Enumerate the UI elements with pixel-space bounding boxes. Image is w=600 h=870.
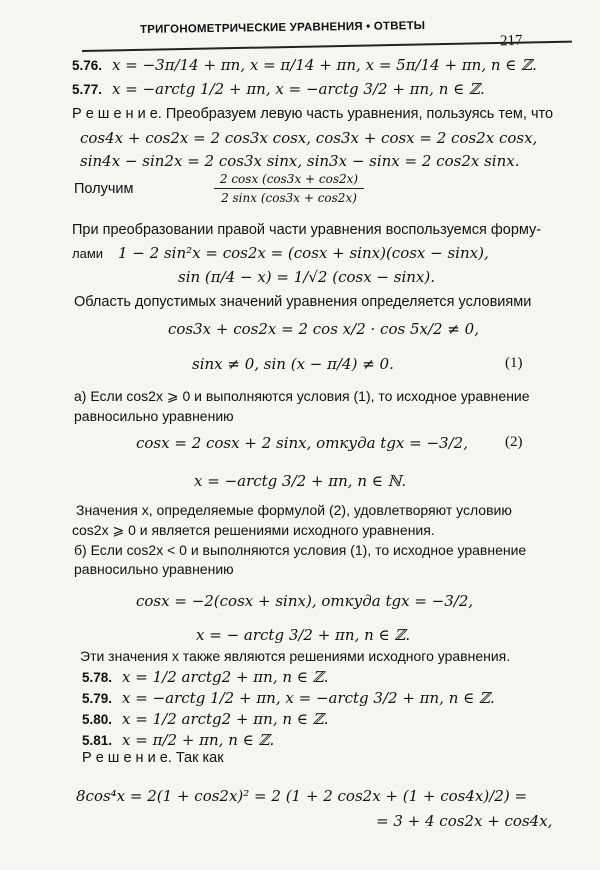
answer-formula: x = π/2 + πn, n ∈ ℤ. [122,731,275,749]
case-a-line-4: cos2x ⩾ 0 и является решениями исходного уравнения. [72,522,435,538]
paragraph-1-cont: лами [72,246,104,261]
case-b-line-2: равносильно уравнению [74,561,234,577]
condition-2: sinx ≠ 0, sin (x − π/4) ≠ 0. [192,355,394,373]
problem-number: 5.81. [82,733,113,748]
problem-5-79 [82,689,495,708]
got-label: Получим [74,181,134,197]
case-b-line-1: б) Если cos2x < 0 и выполняются условия (1), то исходное уравнение [74,542,527,558]
fraction [214,172,364,205]
identity-line-2: sin4x − sin2x = 2 cos3x sinx, sin3x − sinx = 2 cos2x sinx. [80,152,520,170]
paragraph-2: Область допустимых значений уравнения определяется условиями [74,294,532,310]
expansion-line-2: = 3 + 4 cos2x + cos4x, [376,812,553,830]
problem-number: 5.78. [82,670,113,685]
solution-intro: Р е ш е н и е. Преобразуем левую часть уравнения, пользуясь тем, что [72,106,554,122]
equation-number-1: (1) [505,355,523,371]
formula-cos2x: 1 − 2 sin²x = cos2x = (cosx + sinx)(cosx − sinx), [118,244,489,262]
case-a-line-2: равносильно уравнению [74,408,234,424]
fraction-numerator: 2 cosx (cos3x + cos2x) [219,172,359,186]
case-a-equation: cosx = 2 cosx + 2 sinx, откуда tgx = −3/2, [136,434,468,452]
case-b-equation: cosx = −2(cosx + sinx), откуда tgx = −3/2, [136,592,474,610]
case-b-conclusion: Эти значения x также являются решениями исходного уравнения. [80,648,511,664]
equation-number-2: (2) [505,434,523,450]
answer-formula: x = 1/2 arctg2 + πn, n ∈ ℤ. [122,668,329,686]
problem-5-80 [82,710,328,729]
case-b-solution: x = − arctg 3/2 + πn, n ∈ ℤ. [196,626,411,644]
problem-5-76 [72,56,537,75]
solution-2-intro: Р е ш е н и е. Так как [82,750,224,766]
problem-number: 5.77. [72,82,103,97]
problem-number: 5.79. [82,691,113,706]
answer-formula: x = −arctg 1/2 + πn, x = −arctg 3/2 + πn, n ∈ ℤ. [112,80,485,98]
problem-5-77 [72,80,485,99]
identity-line-1: cos4x + cos2x = 2 cos3x cosx, cos3x + cosx = 2 cos2x cosx, [80,129,538,147]
case-a-solution: x = −arctg 3/2 + πn, n ∈ ℕ. [194,472,407,490]
fraction-bar [214,188,364,189]
paragraph-1: При преобразовании правой части уравнения воспользуемся форму- [72,222,542,238]
running-header: ТРИГОНОМЕТРИЧЕСКИЕ УРАВНЕНИЯ • ОТВЕТЫ [139,20,426,36]
formula-sin: sin (π/4 − x) = 1/√2 (cosx − sinx). [178,268,435,286]
answer-formula: x = 1/2 arctg2 + πn, n ∈ ℤ. [122,710,329,728]
condition-1: cos3x + cos2x = 2 cos x/2 · cos 5x/2 ≠ 0, [168,320,479,338]
case-a-line-1: а) Если cos2x ⩾ 0 и выполняются условия (1), то исходное уравнение [74,388,530,404]
problem-number: 5.76. [72,58,103,73]
answer-formula: x = −arctg 1/2 + πn, x = −arctg 3/2 + πn, n ∈ ℤ. [122,689,495,707]
fraction-denominator: 2 sinx (cos3x + cos2x) [221,191,357,205]
problem-number: 5.80. [82,712,113,727]
answer-formula: x = −3π/14 + πn, x = π/14 + πn, x = 5π/14 + πn, n ∈ ℤ. [112,56,537,74]
case-a-line-3: Значения x, определяемые формулой (2), удовлетворяют условию [76,502,512,518]
problem-5-78 [82,668,328,687]
problem-5-81 [82,731,274,750]
expansion-line-1: 8cos⁴x = 2(1 + cos2x)² = 2 (1 + 2 cos2x + (1 + cos4x)/2) = [76,787,528,805]
